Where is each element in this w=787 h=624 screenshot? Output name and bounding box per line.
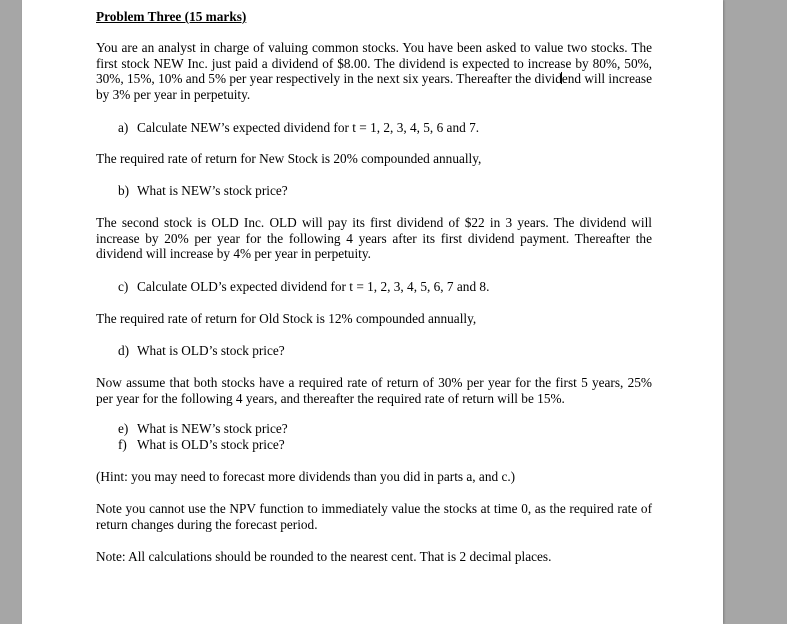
question-b-label: b) [118, 183, 130, 198]
new-rate-paragraph: The required rate of return for New Stock is 20% compounded annually, [96, 151, 482, 166]
question-e-label: e) [118, 421, 129, 436]
question-f-label: f) [118, 437, 127, 452]
document-page [22, 0, 723, 624]
question-f-text: What is OLD’s stock price? [137, 437, 285, 452]
npv-note-paragraph: Note you cannot use the NPV function to immediately value the stocks at time 0, as the required rate of return changes during the forecast period. [96, 501, 652, 532]
question-f [118, 437, 285, 453]
hint-paragraph: (Hint: you may need to forecast more dividends than you did in parts a, and c.) [96, 469, 516, 484]
rounding-note-paragraph: Note: All calculations should be rounded to the nearest cent. That is 2 decimal places. [96, 549, 552, 564]
question-a-text: Calculate NEW’s expected dividend for t = 1, 2, 3, 4, 5, 6 and 7. [137, 120, 480, 135]
question-b-text: What is NEW’s stock price? [137, 183, 288, 198]
question-c-label: c) [118, 279, 129, 294]
question-c-text: Calculate OLD’s expected dividend for t = 1, 2, 3, 4, 5, 6, 7 and 8. [137, 279, 490, 294]
assume-paragraph: Now assume that both stocks have a required rate of return of 30% per year for the first 5 years, 25% per year for the following 4 years, and thereafter the required rate of return will be 15%. [96, 375, 652, 406]
question-d-text: What is OLD’s stock price? [137, 343, 285, 358]
question-a-label: a) [118, 120, 129, 135]
intro-text-part2: end will increase by 3% per year in perpetuity. [96, 71, 652, 102]
intro-paragraph [96, 40, 652, 102]
question-a [118, 120, 479, 136]
intro-text-part1: You are an analyst in charge of valuing common stocks. You have been asked to value two stocks. The first stock NEW Inc. just paid a dividend of $8.00. The dividend is expected to increase by 80%, 50%, 30%, 15%, 10% and 5% per year respectively in the next six years. Thereafter the divid [96, 40, 652, 86]
question-e-text: What is NEW’s stock price? [137, 421, 288, 436]
question-d [118, 343, 285, 359]
question-b [118, 183, 288, 199]
question-d-label: d) [118, 343, 130, 358]
problem-title: Problem Three (15 marks) [96, 9, 247, 24]
old-intro-paragraph: The second stock is OLD Inc. OLD will pay its first dividend of $22 in 3 years. The dividend will increase by 20% per year for the following 4 years after its first dividend payment. Thereafter the dividend will increase by 4% per year in perpetuity. [96, 215, 652, 261]
question-e [118, 421, 288, 437]
question-c [118, 279, 489, 295]
old-rate-paragraph: The required rate of return for Old Stock is 12% compounded annually, [96, 311, 477, 326]
